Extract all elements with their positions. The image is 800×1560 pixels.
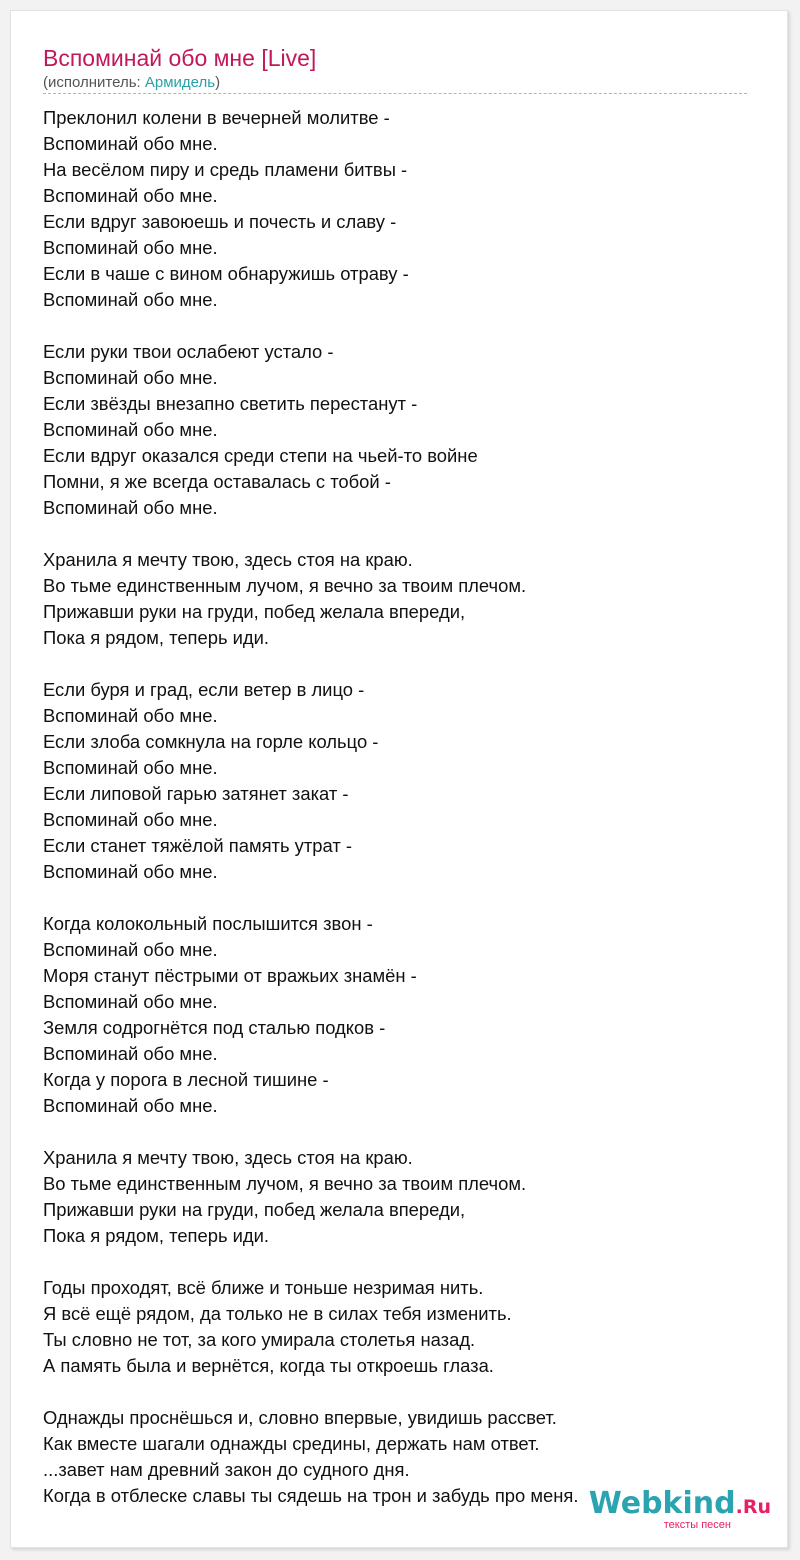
lyrics-line: Вспоминай обо мне.: [43, 757, 218, 778]
lyrics-text: [43, 105, 757, 1535]
lyrics-stanza: [43, 677, 757, 885]
webkind-logo[interactable]: [588, 1486, 771, 1531]
lyrics-line: Ты словно не тот, за кого умирала столетья назад.: [43, 1329, 476, 1350]
lyrics-line: Вспоминай обо мне.: [43, 1095, 218, 1116]
header-divider: [43, 93, 747, 94]
lyrics-line: Земля содрогнётся под сталью подков -: [43, 1017, 386, 1038]
lyrics-line: ...завет нам древний закон до судного дня.: [43, 1459, 410, 1480]
artist-line: [43, 74, 220, 92]
lyrics-line: Вспоминай обо мне.: [43, 809, 218, 830]
lyrics-line: Вспоминай обо мне.: [43, 237, 218, 258]
lyrics-line: Вспоминай обо мне.: [43, 367, 218, 388]
logo-brand: Webkind: [588, 1486, 736, 1521]
lyrics-stanza: [43, 911, 757, 1119]
lyrics-stanza: [43, 547, 757, 651]
lyrics-line: Если звёзды внезапно светить перестанут -: [43, 393, 418, 414]
lyrics-stanza: [43, 105, 757, 313]
lyrics-line: Вспоминай обо мне.: [43, 185, 218, 206]
lyrics-line: Во тьме единственным лучом, я вечно за твоим плечом.: [43, 575, 527, 596]
lyrics-stanza: [43, 339, 757, 521]
lyrics-line: Как вместе шагали однажды средины, держать нам ответ.: [43, 1433, 540, 1454]
lyrics-line: Если в чаше с вином обнаружишь отраву -: [43, 263, 409, 284]
lyrics-line: Преклонил колени в вечерней молитве -: [43, 107, 390, 128]
lyrics-line: А память была и вернётся, когда ты откроешь глаза.: [43, 1355, 494, 1376]
logo-tld: .Ru: [735, 1496, 771, 1518]
lyrics-line: Вспоминай обо мне.: [43, 497, 218, 518]
lyrics-line: Вспоминай обо мне.: [43, 991, 218, 1012]
lyrics-line: Если станет тяжёлой память утрат -: [43, 835, 353, 856]
lyrics-stanza: [43, 1275, 757, 1379]
lyrics-line: Вспоминай обо мне.: [43, 939, 218, 960]
page-frame: [10, 10, 788, 1548]
lyrics-line: Когда колокольный послышится звон -: [43, 913, 373, 934]
lyrics-line: Прижавши руки на груди, побед желала впереди,: [43, 1199, 466, 1220]
lyrics-line: Помни, я же всегда оставалась с тобой -: [43, 471, 391, 492]
lyrics-line: Вспоминай обо мне.: [43, 289, 218, 310]
lyrics-line: Если буря и град, если ветер в лицо -: [43, 679, 365, 700]
lyrics-line: Хранила я мечту твою, здесь стоя на краю.: [43, 549, 413, 570]
lyrics-line: Моря станут пёстрыми от вражьих знамён -: [43, 965, 417, 986]
lyrics-line: Прижавши руки на груди, побед желала впереди,: [43, 601, 466, 622]
lyrics-line: Вспоминай обо мне.: [43, 1043, 218, 1064]
lyrics-line: Если злоба сомкнула на горле кольцо -: [43, 731, 379, 752]
lyrics-line: Во тьме единственным лучом, я вечно за твоим плечом.: [43, 1173, 527, 1194]
song-title: Вспоминай обо мне [Live]: [43, 45, 317, 71]
lyrics-line: Когда у порога в лесной тишине -: [43, 1069, 329, 1090]
lyrics-line: Когда в отблеске славы ты сядешь на трон и забудь про меня.: [43, 1485, 579, 1506]
lyrics-line: Однажды проснёшься и, словно впервые, увидишь рассвет.: [43, 1407, 557, 1428]
lyrics-line: Если руки твои ослабеют устало -: [43, 341, 334, 362]
lyrics-line: Если вдруг оказался среди степи на чьей-то войне: [43, 445, 478, 466]
lyrics-line: Хранила я мечту твою, здесь стоя на краю.: [43, 1147, 413, 1168]
lyrics-stanza: [43, 1145, 757, 1249]
lyrics-line: На весёлом пиру и средь пламени битвы -: [43, 159, 408, 180]
artist-prefix: (исполнитель:: [43, 74, 145, 91]
artist-suffix: ): [215, 74, 221, 91]
lyrics-line: Вспоминай обо мне.: [43, 705, 218, 726]
artist-link[interactable]: Армидель: [144, 74, 216, 91]
lyrics-line: Вспоминай обо мне.: [43, 419, 218, 440]
lyrics-line: Вспоминай обо мне.: [43, 861, 218, 882]
lyrics-line: Если липовой гарью затянет закат -: [43, 783, 349, 804]
lyrics-line: Пока я рядом, теперь иди.: [43, 1225, 270, 1246]
lyrics-line: Я всё ещё рядом, да только не в силах тебя изменить.: [43, 1303, 512, 1324]
logo-wordmark: [588, 1486, 771, 1522]
lyrics-line: Пока я рядом, теперь иди.: [43, 627, 270, 648]
lyrics-line: Вспоминай обо мне.: [43, 133, 218, 154]
lyrics-line: Если вдруг завоюешь и почесть и славу -: [43, 211, 397, 232]
logo-tagline: тексты песен: [663, 1519, 731, 1531]
lyrics-line: Годы проходят, всё ближе и тоньше незримая нить.: [43, 1277, 484, 1298]
